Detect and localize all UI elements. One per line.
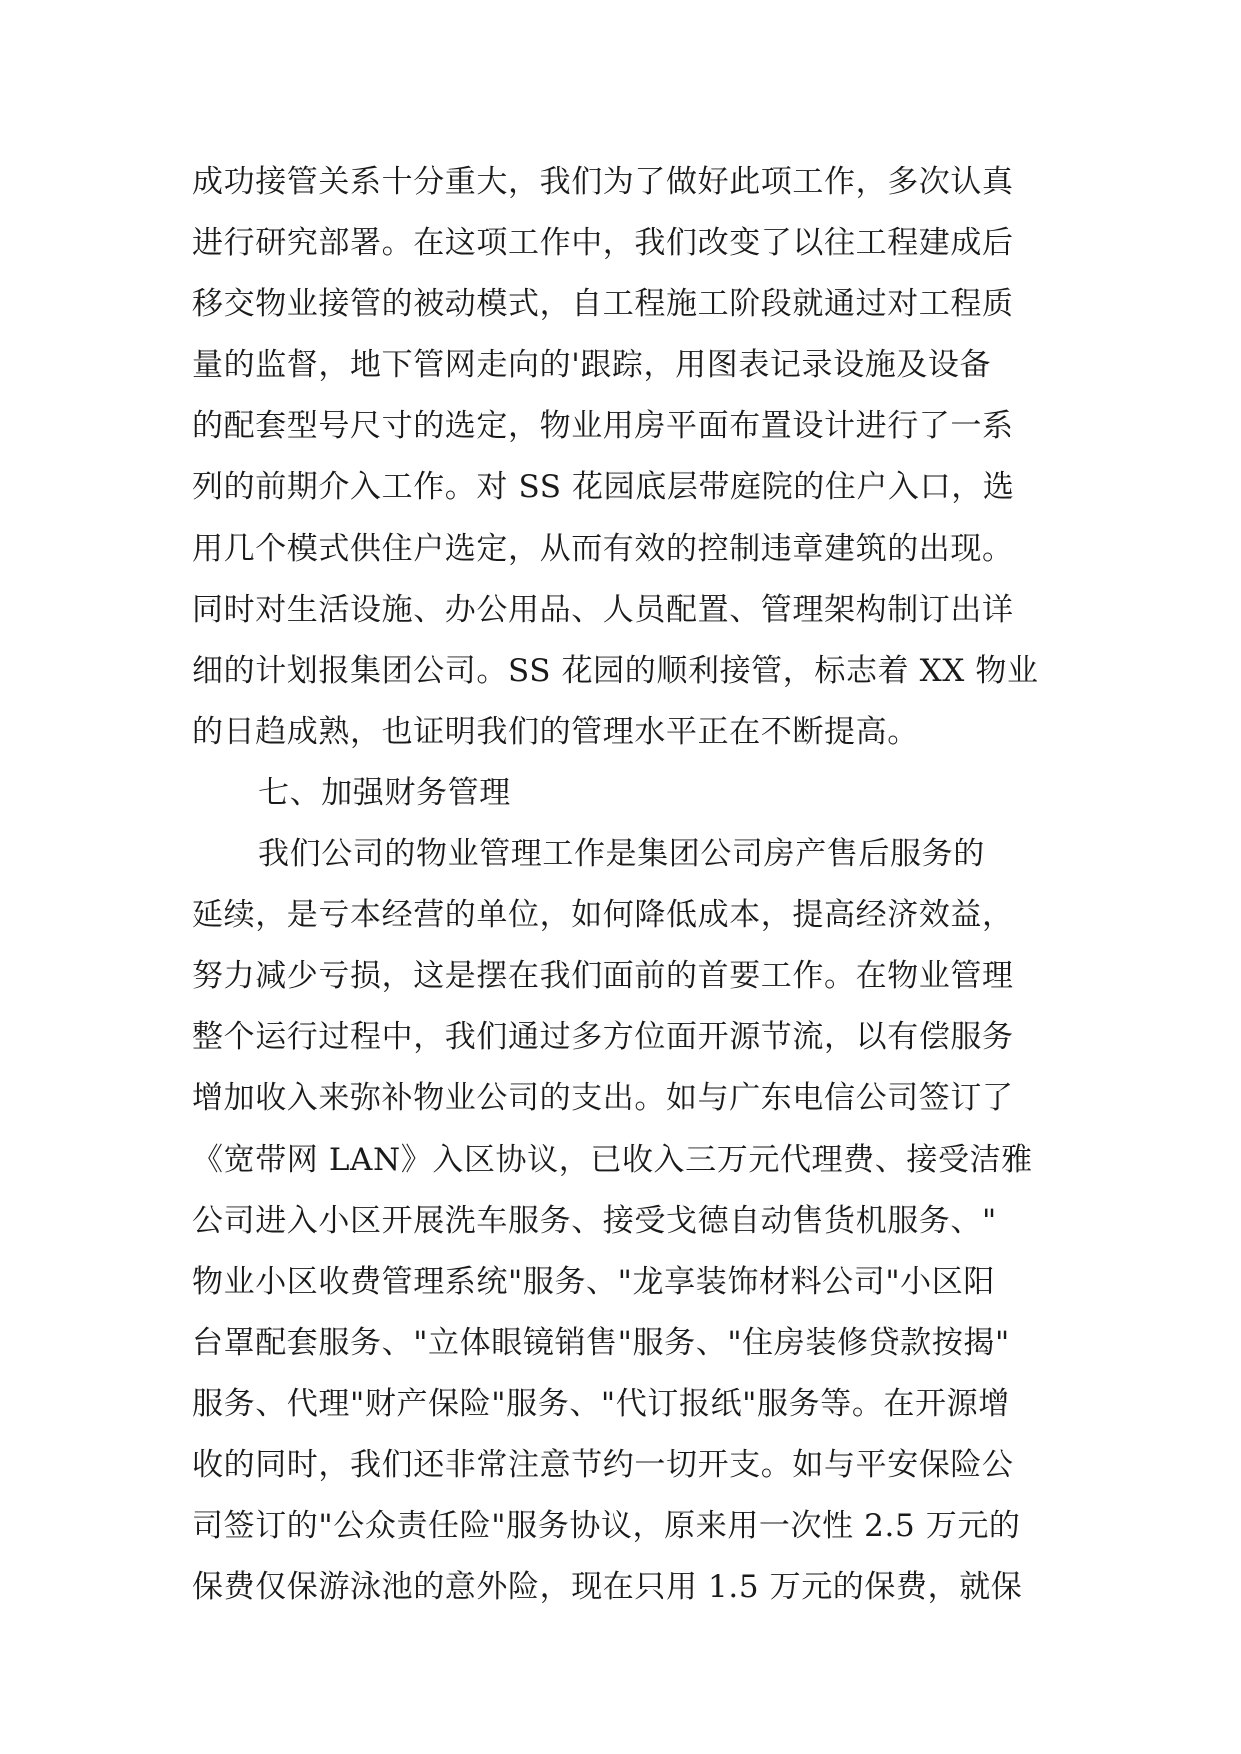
text-line: 列的前期介入工作。对 SS 花园底层带庭院的住户入口，选: [192, 469, 1015, 506]
text-line: 的配套型号尺寸的选定，物业用房平面布置设计进行了一系: [192, 408, 1014, 445]
text-line: 进行研究部署。在这项工作中，我们改变了以往工程建成后: [192, 225, 1014, 262]
text-line: 司签订的"公众责任险"服务协议，原来用一次性 2.5 万元的: [192, 1508, 1021, 1545]
text-line: 量的监督，地下管网走向的'跟踪，用图表记录设施及设备: [192, 347, 992, 384]
text-line: 公司进入小区开展洗车服务、接受戈德自动售货机服务、": [192, 1202, 997, 1239]
text-line: 移交物业接管的被动模式，自工程施工阶段就通过对工程质: [192, 286, 1014, 323]
text-line: 服务、代理"财产保险"服务、"代订报纸"服务等。在开源增: [192, 1385, 1010, 1422]
text-line: 用几个模式供住户选定，从而有效的控制违章建筑的出现。: [192, 530, 1014, 567]
text-line: 保费仅保游泳池的意外险，现在只用 1.5 万元的保费，就保: [192, 1569, 1023, 1606]
text-line: 的日趋成熟，也证明我们的管理水平正在不断提高。: [192, 713, 919, 750]
text-line: 收的同时，我们还非常注意节约一切开支。如与平安保险公: [192, 1446, 1014, 1483]
text-line: 物业小区收费管理系统"服务、"龙享装饰材料公司"小区阳: [192, 1263, 995, 1300]
text-line: 细的计划报集团公司。SS 花园的顺利接管，标志着 XX 物业: [192, 652, 1039, 689]
paragraph-first-line: 我们公司的物业管理工作是集团公司房产售后服务的: [258, 836, 985, 873]
text-line: 《宽带网 LAN》入区协议，已收入三万元代理费、接受洁雅: [192, 1141, 1033, 1178]
text-line: 台罩配套服务、"立体眼镜销售"服务、"住房装修贷款按揭": [192, 1324, 1010, 1361]
text-line: 同时对生活设施、办公用品、人员配置、管理架构制订出详: [192, 591, 1014, 628]
text-line: 成功接管关系十分重大，我们为了做好此项工作，多次认真: [192, 164, 1014, 200]
text-line: 整个运行过程中，我们通过多方位面开源节流，以有偿服务: [192, 1019, 1014, 1056]
text-line: 增加收入来弥补物业公司的支出。如与广东电信公司签订了: [192, 1080, 1014, 1117]
text-line: 努力减少亏损，这是摆在我们面前的首要工作。在物业管理: [192, 958, 1014, 995]
body-text: [192, 152, 1072, 1618]
text-line: 延续，是亏本经营的单位，如何降低成本，提高经济效益，: [192, 897, 1014, 934]
section-heading: 七、加强财务管理: [258, 774, 511, 811]
